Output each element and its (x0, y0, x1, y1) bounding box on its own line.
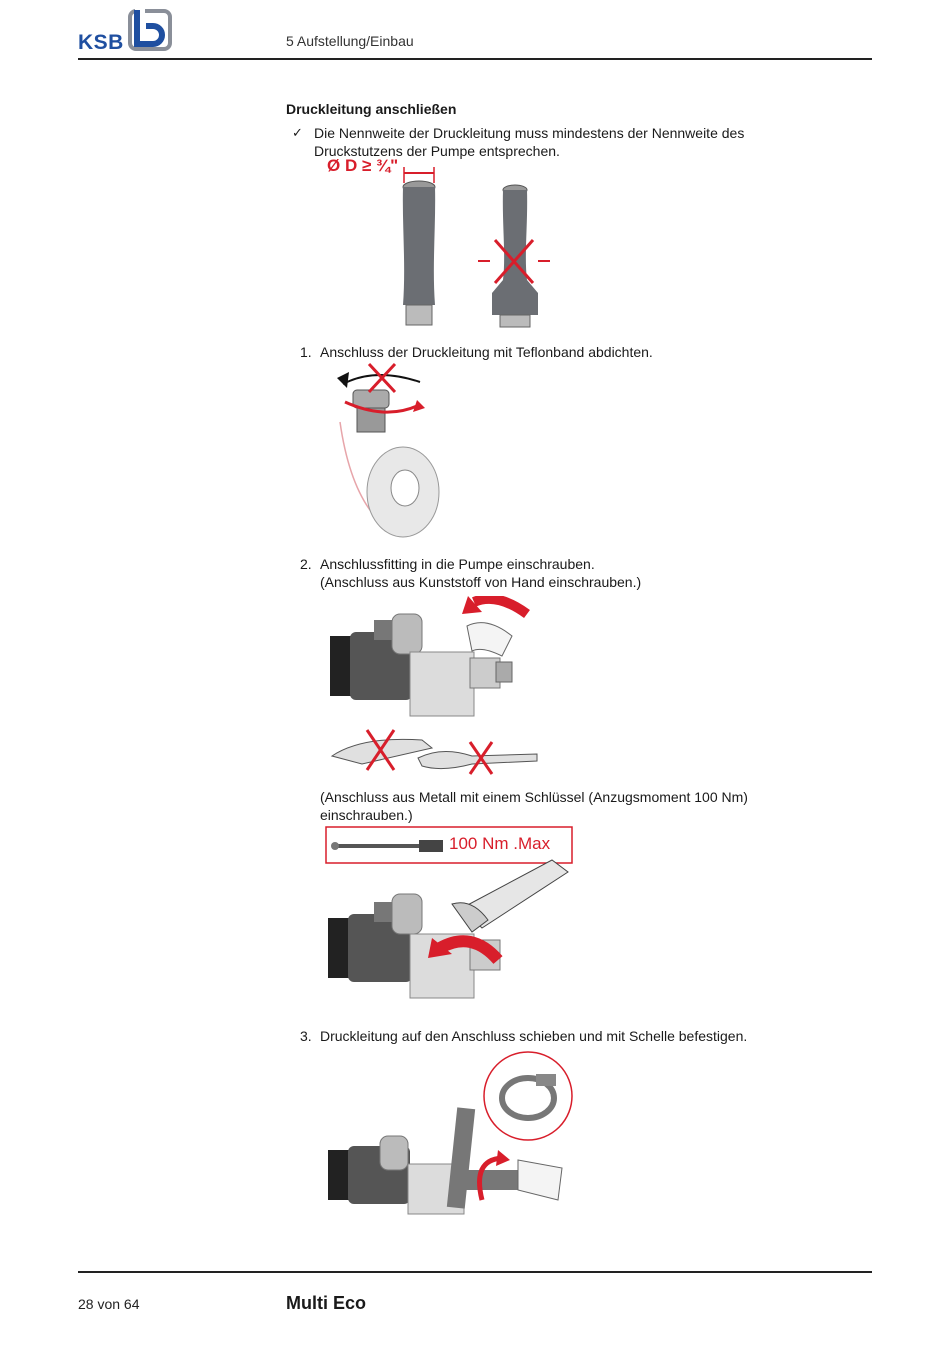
pump-hand-figure (322, 596, 552, 782)
metal-fitting-line-1: (Anschluss aus Metall mit einem Schlüssel (Anzugsmoment 100 Nm) (320, 789, 748, 805)
product-name: Multi Eco (286, 1293, 366, 1313)
page-number: 28 von 64 (78, 1296, 140, 1312)
metal-fitting-line-2: einschrauben.) (320, 807, 413, 823)
step-3-text: Druckleitung auf den Anschluss schieben und mit Schelle befestigen. (320, 1028, 748, 1044)
check-line-1: Die Nennweite der Druckleitung muss mindestens der Nennweite des (314, 125, 745, 141)
step-1-number: 1. (300, 344, 312, 360)
footer-divider (78, 1271, 872, 1273)
torque-label: 100 Nm .Max (449, 834, 551, 853)
header-divider (78, 58, 872, 60)
hose-figure (320, 165, 550, 335)
pump-hose-clamp-figure (322, 1050, 582, 1230)
teflon-tape-figure (325, 362, 445, 542)
check-icon: ✓ (292, 125, 303, 140)
diameter-label: Ø D ≥ ¾" (327, 156, 399, 175)
pump-wrench-figure (322, 858, 582, 1008)
check-line-2: Druckstutzens der Pumpe entsprechen. (314, 143, 560, 159)
ksb-logo-text: KSB (78, 31, 124, 54)
step-3-number: 3. (300, 1028, 312, 1044)
section-title: 5 Aufstellung/Einbau (286, 33, 414, 49)
step-2-line-2: (Anschluss aus Kunststoff von Hand einschrauben.) (320, 574, 642, 590)
step-2-number: 2. (300, 556, 312, 572)
step-2-line-1: Anschlussfitting in die Pumpe einschrauben. (320, 556, 595, 572)
page-heading: Druckleitung anschließen (286, 101, 457, 117)
step-1-text: Anschluss der Druckleitung mit Teflonband abdichten. (320, 344, 653, 360)
ksb-logo-icon (127, 8, 175, 52)
